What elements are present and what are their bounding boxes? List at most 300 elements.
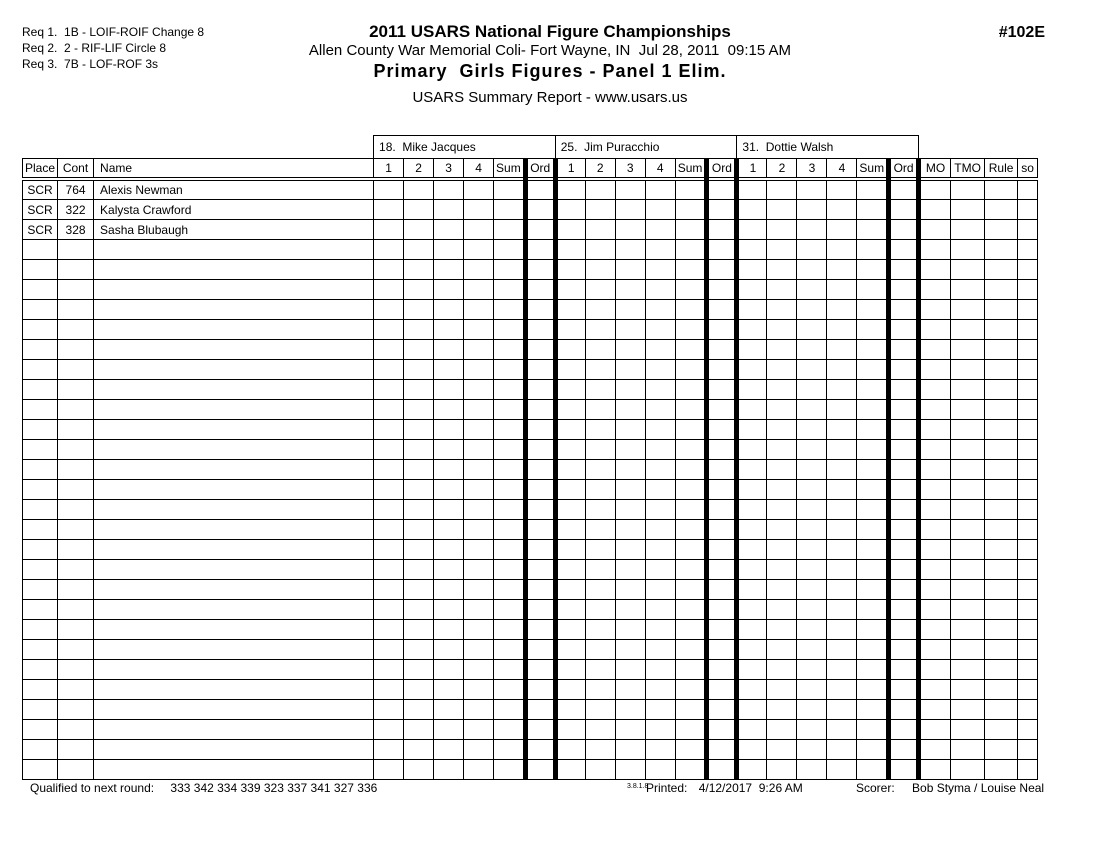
mo-cell: [919, 380, 951, 400]
column-header-judge3-1: 1: [737, 159, 767, 180]
place-cell: [23, 700, 58, 720]
column-header-judge2-4: 4: [645, 159, 675, 180]
score-cell: [827, 620, 857, 640]
rule-cell: [985, 600, 1018, 620]
place-cell: [23, 620, 58, 640]
score-cell: [645, 240, 675, 260]
score-cell: [404, 520, 434, 540]
ord-cell: [707, 460, 737, 480]
column-header-name: Name: [94, 159, 374, 180]
score-cell: [797, 440, 827, 460]
qualified-numbers: 333 342 334 339 323 337 341 327 336: [170, 781, 378, 795]
ord-cell: [707, 220, 737, 240]
column-header-judge1-2: 2: [404, 159, 434, 180]
empty-row: [23, 500, 1038, 520]
score-cell: [827, 740, 857, 760]
score-cell: [827, 340, 857, 360]
ord-cell: [707, 660, 737, 680]
report-title: 2011 USARS National Figure Championships: [369, 22, 731, 41]
score-cell: [494, 600, 526, 620]
score-cell: [645, 440, 675, 460]
mo-cell: [919, 700, 951, 720]
name-cell: [94, 620, 374, 640]
ord-cell: [707, 420, 737, 440]
score-cell: [675, 380, 707, 400]
rule-cell: [985, 420, 1018, 440]
cont-cell: [58, 480, 94, 500]
rule-cell: [985, 620, 1018, 640]
score-cell: [737, 580, 767, 600]
score-cell: [827, 320, 857, 340]
place-cell: [23, 380, 58, 400]
score-cell: [737, 500, 767, 520]
score-cell: [675, 600, 707, 620]
tmo-cell: [951, 360, 985, 380]
score-cell: [827, 680, 857, 700]
score-cell: [827, 660, 857, 680]
place-cell: [23, 320, 58, 340]
score-cell: [434, 640, 464, 660]
score-cell: [857, 580, 889, 600]
ord-cell: [889, 500, 919, 520]
score-cell: [404, 760, 434, 780]
place-cell: [23, 760, 58, 780]
score-cell: [645, 720, 675, 740]
empty-row: [23, 600, 1038, 620]
score-cell: [374, 460, 404, 480]
score-cell: [374, 200, 404, 220]
score-cell: [827, 200, 857, 220]
ord-cell: [525, 600, 555, 620]
score-cell: [827, 460, 857, 480]
score-cell: [645, 680, 675, 700]
empty-row: [23, 580, 1038, 600]
score-cell: [767, 380, 797, 400]
cont-cell: [58, 280, 94, 300]
ord-cell: [525, 340, 555, 360]
score-cell: [737, 600, 767, 620]
scorer-label: Scorer:: [856, 781, 895, 795]
cont-cell: [58, 540, 94, 560]
so-cell: [1018, 340, 1038, 360]
ord-cell: [889, 580, 919, 600]
name-cell: [94, 600, 374, 620]
mo-cell: [919, 580, 951, 600]
ord-cell: [707, 340, 737, 360]
name-cell: [94, 700, 374, 720]
score-cell: [615, 620, 645, 640]
ord-cell: [707, 640, 737, 660]
score-cell: [464, 600, 494, 620]
score-cell: [464, 660, 494, 680]
score-cell: [615, 480, 645, 500]
name-cell: [94, 360, 374, 380]
cont-cell: [58, 320, 94, 340]
score-cell: [585, 320, 615, 340]
cont-cell: [58, 340, 94, 360]
cont-cell: [58, 700, 94, 720]
score-cell: [767, 740, 797, 760]
score-cell: [675, 540, 707, 560]
name-cell: [94, 580, 374, 600]
score-cell: [645, 179, 675, 200]
tmo-cell: [951, 480, 985, 500]
score-cell: [464, 240, 494, 260]
score-cell: [585, 380, 615, 400]
score-cell: [645, 480, 675, 500]
ord-cell: [525, 720, 555, 740]
score-cell: [585, 179, 615, 200]
rule-cell: [985, 440, 1018, 460]
cont-cell: [58, 520, 94, 540]
score-cell: [464, 280, 494, 300]
rule-cell: [985, 280, 1018, 300]
ord-cell: [525, 400, 555, 420]
score-cell: [615, 400, 645, 420]
score-cell: [645, 300, 675, 320]
ord-cell: [707, 620, 737, 640]
ord-cell: [707, 560, 737, 580]
score-cell: [404, 740, 434, 760]
score-cell: [675, 660, 707, 680]
competitor-row: [23, 200, 1038, 220]
score-cell: [374, 720, 404, 740]
score-cell: [675, 680, 707, 700]
score-cell: [374, 620, 404, 640]
empty-row: [23, 620, 1038, 640]
score-cell: [797, 640, 827, 660]
score-cell: [404, 220, 434, 240]
score-cell: [404, 260, 434, 280]
mo-cell: [919, 260, 951, 280]
score-cell: [434, 560, 464, 580]
score-cell: [464, 179, 494, 200]
judge-header-3: 31. Dottie Walsh: [737, 136, 919, 159]
cont-cell: [58, 560, 94, 580]
score-cell: [434, 760, 464, 780]
score-cell: [645, 660, 675, 680]
score-cell: [404, 340, 434, 360]
place-cell: [23, 400, 58, 420]
ord-cell: [889, 280, 919, 300]
score-cell: [434, 320, 464, 340]
score-cell: [404, 580, 434, 600]
mo-cell: [919, 760, 951, 780]
score-cell: [857, 440, 889, 460]
cont-cell: [58, 400, 94, 420]
rule-cell: [985, 500, 1018, 520]
score-cell: [767, 620, 797, 640]
score-cell: [797, 460, 827, 480]
cont-cell: 322: [58, 200, 94, 220]
score-cell: [767, 440, 797, 460]
score-cell: [675, 420, 707, 440]
name-cell: [94, 240, 374, 260]
score-cell: [737, 480, 767, 500]
score-cell: [434, 420, 464, 440]
score-cell: [675, 720, 707, 740]
score-cell: [857, 380, 889, 400]
tmo-cell: [951, 540, 985, 560]
score-cell: [797, 360, 827, 380]
score-cell: [585, 700, 615, 720]
score-cell: [767, 700, 797, 720]
tmo-cell: [951, 460, 985, 480]
score-cell: [404, 280, 434, 300]
score-cell: [675, 700, 707, 720]
tmo-cell: [951, 620, 985, 640]
score-cell: [374, 520, 404, 540]
score-cell: [767, 179, 797, 200]
ord-cell: [525, 260, 555, 280]
so-cell: [1018, 600, 1038, 620]
so-cell: [1018, 179, 1038, 200]
cont-cell: [58, 380, 94, 400]
mo-cell: [919, 300, 951, 320]
venue-date-line: Allen County War Memorial Coli- Fort Wayne, IN Jul 28, 2011 09:15 AM: [308, 42, 792, 59]
score-cell: [645, 380, 675, 400]
score-cell: [797, 340, 827, 360]
score-cell: [857, 179, 889, 200]
rule-cell: [985, 179, 1018, 200]
score-cell: [555, 220, 585, 240]
score-cell: [404, 240, 434, 260]
score-cell: [434, 380, 464, 400]
place-cell: [23, 340, 58, 360]
score-cell: [585, 360, 615, 380]
cont-cell: [58, 460, 94, 480]
document-number: #102E: [998, 24, 1045, 41]
score-cell: [737, 260, 767, 280]
score-cell: [827, 400, 857, 420]
score-cell: [374, 320, 404, 340]
tmo-cell: [951, 700, 985, 720]
tmo-cell: [951, 340, 985, 360]
score-cell: [494, 400, 526, 420]
tmo-cell: [951, 500, 985, 520]
score-cell: [404, 360, 434, 380]
tmo-cell: [951, 380, 985, 400]
score-cell: [494, 560, 526, 580]
ord-cell: [707, 700, 737, 720]
empty-row: [23, 360, 1038, 380]
score-cell: [494, 360, 526, 380]
score-cell: [494, 680, 526, 700]
score-cell: [464, 700, 494, 720]
score-cell: [737, 300, 767, 320]
score-cell: [827, 220, 857, 240]
score-cell: [585, 480, 615, 500]
column-header-judge3-ord: Ord: [889, 159, 919, 180]
tmo-cell: [951, 260, 985, 280]
tmo-cell: [951, 280, 985, 300]
score-cell: [374, 580, 404, 600]
score-cell: [767, 420, 797, 440]
score-cell: [615, 680, 645, 700]
score-cell: [404, 700, 434, 720]
score-cell: [464, 320, 494, 340]
column-header-judge3-2: 2: [767, 159, 797, 180]
score-cell: [857, 520, 889, 540]
score-cell: [645, 420, 675, 440]
score-cell: [797, 620, 827, 640]
ord-cell: [525, 300, 555, 320]
score-cell: [797, 680, 827, 700]
score-cell: [374, 560, 404, 580]
ord-cell: [525, 640, 555, 660]
ord-cell: [525, 560, 555, 580]
score-cell: [737, 179, 767, 200]
score-cell: [555, 740, 585, 760]
so-cell: [1018, 560, 1038, 580]
place-cell: [23, 680, 58, 700]
printed-label: Printed:: [646, 781, 688, 795]
score-cell: [374, 220, 404, 240]
score-cell: [645, 540, 675, 560]
score-cell: [857, 360, 889, 380]
mo-cell: [919, 740, 951, 760]
score-cell: [555, 400, 585, 420]
rule-cell: [985, 240, 1018, 260]
column-header-judge2-ord: Ord: [707, 159, 737, 180]
place-cell: [23, 460, 58, 480]
mo-cell: [919, 500, 951, 520]
score-cell: [767, 540, 797, 560]
score-cell: [827, 700, 857, 720]
so-cell: [1018, 440, 1038, 460]
score-cell: [374, 540, 404, 560]
score-cell: [464, 580, 494, 600]
score-cell: [675, 520, 707, 540]
mo-cell: [919, 620, 951, 640]
tmo-cell: [951, 220, 985, 240]
name-cell: [94, 400, 374, 420]
score-cell: [464, 400, 494, 420]
so-cell: [1018, 760, 1038, 780]
score-cell: [434, 340, 464, 360]
score-cell: [767, 760, 797, 780]
score-cell: [585, 440, 615, 460]
ord-cell: [889, 400, 919, 420]
ord-cell: [707, 380, 737, 400]
column-header-so: so: [1018, 159, 1038, 180]
so-cell: [1018, 740, 1038, 760]
score-cell: [737, 460, 767, 480]
column-header-judge1-1: 1: [374, 159, 404, 180]
tmo-cell: [951, 760, 985, 780]
score-cell: [675, 560, 707, 580]
score-cell: [585, 540, 615, 560]
score-cell: [737, 640, 767, 660]
name-cell: [94, 260, 374, 280]
score-cell: [494, 200, 526, 220]
score-cell: [857, 460, 889, 480]
score-cell: [374, 420, 404, 440]
score-cell: [827, 600, 857, 620]
empty-row: [23, 240, 1038, 260]
score-cell: [434, 520, 464, 540]
score-cell: [464, 460, 494, 480]
score-cell: [404, 680, 434, 700]
score-cell: [585, 580, 615, 600]
cont-cell: [58, 360, 94, 380]
empty-row: [23, 700, 1038, 720]
column-header-tmo: TMO: [951, 159, 985, 180]
score-cell: [615, 440, 645, 460]
ord-cell: [707, 360, 737, 380]
so-cell: [1018, 680, 1038, 700]
score-cell: [857, 420, 889, 440]
place-cell: [23, 420, 58, 440]
score-cell: [464, 260, 494, 280]
rule-cell: [985, 320, 1018, 340]
column-header-mo: MO: [919, 159, 951, 180]
name-cell: Sasha Blubaugh: [94, 220, 374, 240]
printed-value: 4/12/2017 9:26 AM: [698, 781, 803, 795]
score-cell: [675, 280, 707, 300]
cont-cell: [58, 760, 94, 780]
score-cell: [555, 340, 585, 360]
score-cell: [374, 480, 404, 500]
ord-cell: [525, 460, 555, 480]
score-cell: [555, 560, 585, 580]
tmo-cell: [951, 300, 985, 320]
score-cell: [615, 520, 645, 540]
ord-cell: [525, 280, 555, 300]
name-cell: [94, 320, 374, 340]
name-cell: [94, 340, 374, 360]
score-cell: [494, 660, 526, 680]
name-cell: [94, 420, 374, 440]
cont-cell: [58, 600, 94, 620]
score-cell: [374, 360, 404, 380]
ord-cell: [889, 240, 919, 260]
tmo-cell: [951, 200, 985, 220]
score-cell: [404, 500, 434, 520]
ord-cell: [707, 200, 737, 220]
column-header-place: Place: [23, 159, 58, 180]
software-version: 3.8.1.8: [627, 783, 649, 790]
score-cell: [857, 680, 889, 700]
score-cell: [857, 260, 889, 280]
empty-row: [23, 540, 1038, 560]
ord-cell: [525, 500, 555, 520]
tmo-cell: [951, 179, 985, 200]
score-cell: [857, 400, 889, 420]
score-cell: [434, 200, 464, 220]
rule-cell: [985, 260, 1018, 280]
ord-cell: [889, 200, 919, 220]
ord-cell: [889, 720, 919, 740]
empty-row: [23, 640, 1038, 660]
score-cell: [675, 580, 707, 600]
score-cell: [494, 580, 526, 600]
score-cell: [615, 340, 645, 360]
ord-cell: [707, 320, 737, 340]
score-cell: [464, 740, 494, 760]
score-cell: [827, 500, 857, 520]
so-cell: [1018, 540, 1038, 560]
score-cell: [737, 620, 767, 640]
score-cell: [494, 280, 526, 300]
score-cell: [494, 700, 526, 720]
score-cell: [494, 540, 526, 560]
score-cell: [615, 280, 645, 300]
score-cell: [827, 520, 857, 540]
score-cell: [615, 320, 645, 340]
requirement-line-1: Req 1. 1B - LOIF-ROIF Change 8: [22, 25, 205, 39]
ord-cell: [707, 480, 737, 500]
